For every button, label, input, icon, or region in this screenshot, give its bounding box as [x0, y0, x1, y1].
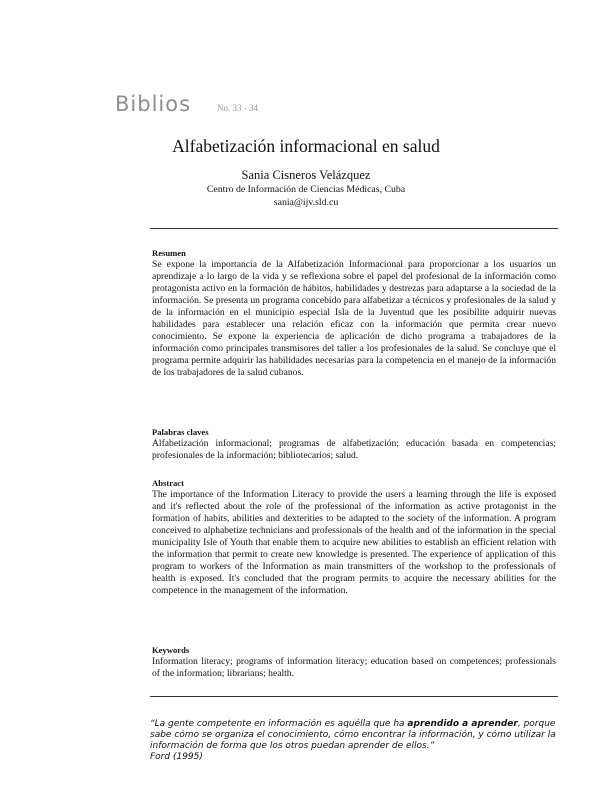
resumen-heading: Resumen — [152, 248, 186, 258]
palabras-claves-text: Alfabetización informacional; programas de alfabetización; educación basada en competencias; profesionales de la información; bibliotecarios; salud. — [152, 438, 556, 461]
abstract-heading: Abstract — [152, 478, 184, 488]
abstract-text: The importance of the Information Literacy to provide the users a learning through the life is exposed and it's reflected about the role of the professional of the information as active protagonist in the formation of habits, abilities and dexterities to be adapted to the society of the information. A program conceived to alphabetize technicians and professionals of the health and of the information in the special municipality Isle of Youth that enable them to acquire new abilities to establish an efficient relation with the information that permit to create new knowledge is presented. The experience of application of this program to workers of the Information as main transmitters of the workshop to the professionals of health is exposed. It's concluded that the program permits to acquire the necessary abilities for the competence in the management of the information. — [152, 489, 556, 596]
palabras-claves-heading: Palabras claves — [152, 427, 209, 437]
bottom-divider — [150, 696, 558, 697]
masthead — [115, 92, 258, 116]
resumen-text: Se expone la importancia de la Alfabetización Informacional para proporcionar a los usuarios un aprendizaje a lo largo de la vida y se reflexiona sobre el papel del profesional de la información como protagonista activo en la formación de hábitos, habilidades y destrezas para adaptarse a la sociedad de la información. Se presenta un programa concebido para alfabetizar a técnicos y profesionales de la salud y de la información en el municipio especial Isla de la Juventud que les posibilite adquirir nuevas habilidades para establecer una relación eficaz con la información que permita crear nuevo conocimiento. Se expone la experiencia de aplicación de dicho programa a trabajadores de la información como principales transmisores del taller a los profesionales de la salud. Se concluye que el programa permite adquirir las habilidades necesarias para la competencia en el manejo de la información de los trabajadores de la salud cubanos. — [152, 259, 556, 378]
author-name: Sania Cisneros Velázquez — [241, 168, 371, 182]
journal-name: Biblios — [115, 92, 192, 116]
quote-text-end: , porque sabe cómo se organiza el conocimiento, cómo encontrar la información, y cómo utilizar la información de forma que los otros puedan aprender de ellos.” — [150, 719, 556, 751]
article-title: Alfabetización informacional en salud — [172, 136, 440, 156]
keywords-section — [152, 645, 556, 680]
issue-number: No. 33 - 34 — [217, 103, 259, 113]
resumen-section — [152, 248, 556, 379]
author-affiliation: Centro de Información de Ciencias Médicas, Cuba — [206, 184, 406, 195]
palabras-claves-section — [152, 427, 556, 462]
quote-text-start: “La gente competente en información es aquélla que ha — [150, 719, 408, 729]
epigraph-quote — [150, 719, 560, 763]
quote-source: Ford (1995) — [150, 752, 203, 762]
keywords-heading: Keywords — [152, 645, 190, 655]
quote-emphasis: aprendido a aprender — [407, 719, 518, 729]
author-email: sania@ijv.sld.cu — [273, 197, 339, 208]
abstract-section — [152, 478, 556, 597]
top-divider — [150, 228, 558, 229]
keywords-text: Information literacy; programs of information literacy; education based on competences; professionals of the information; librarians; health. — [152, 656, 556, 679]
